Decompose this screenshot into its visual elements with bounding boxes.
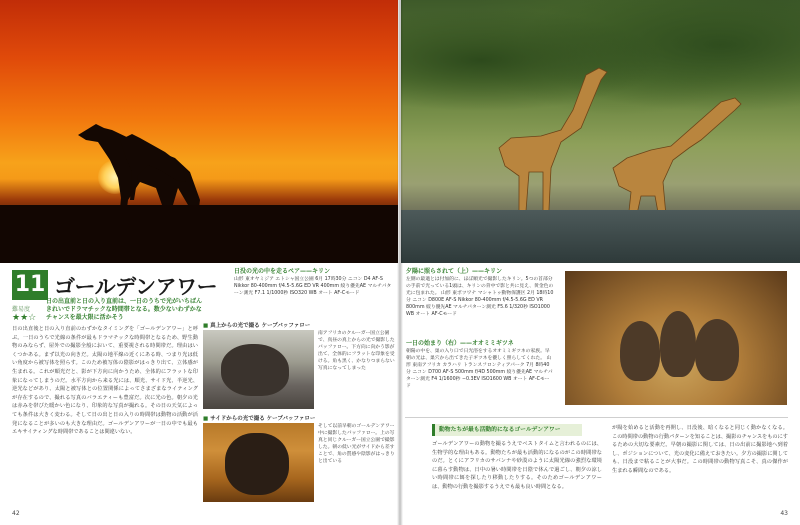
side-light-caption: そして以前早朝のゴールデンアワー中に撮影したバッファロー。上の写真と同じクルーガー国立公園で撮影した。朝の低い光がサイドから差すことで、角の質感や陰影がはっきりと出ている [318, 424, 395, 464]
caption-foxes-text: 朝陽の中を、巣の入り口で日光浴をするオオミミギツネの家族。早朝の光は、巣穴から出てきた子ギツネを優しく照らしてくれた。 山形 東南アフリカ カラハリ トランスフロンティアパーク 7月 8時40分 ニコン D700 AF-S 500mm f/4D 500mm 絞り優先AE マルチパターン測光 F4 1/1600秒 −0.3EV ISO1600 WB オート AF-Cモード [406, 349, 553, 389]
bat-eared-foxes-photo [565, 271, 787, 405]
section-divider [405, 417, 788, 418]
body-text-right-col2: が陽を始めると活動を再開し、日没後、暗くなると同じく動かなくなる。この時間帯の動物の行動パターンを知ることは、撮影のチャンスをものにするための大切な要素だ。早朝の撮影に関しては、日の出前に撮影地へ到着し、ポジションについて、光の変化に備えておきたい。夕方の撮影に関しても、日没まで粘ることが大事だ。この時間帯の動物写真こそ、真の傑作が生まれる瞬間なのである。 [612, 425, 788, 474]
sunset-giraffe-photo [0, 0, 398, 263]
rating-label: 難易度 [12, 306, 31, 313]
walking-giraffes-photo [401, 0, 800, 263]
rating-stars: ★★☆ [12, 313, 37, 323]
caption-giraffes-heading: 夕陽に照らされて（上）——キリン [406, 268, 503, 275]
top-photo-caption [234, 268, 394, 297]
fox-figure [660, 311, 696, 377]
top-caption-heading: 日没の光の中を走るペア——キリン [234, 268, 331, 275]
section-banner: 動物たちが最も活動的になるゴールデンアワー [432, 424, 582, 436]
buffalo-sidelight-photo [203, 423, 314, 502]
section-subject: ケープバッファロー [266, 416, 316, 422]
section-heading-overhead [203, 321, 310, 329]
spine-gutter [397, 0, 403, 525]
buffalo-overhead-photo [203, 330, 314, 409]
caption-giraffes [406, 268, 554, 318]
caption-giraffes-text: 左側の最適とは付加的に、ほぼ順光で撮影したキリン。5つの首部分の手前で光っている1頭は、キリンの背中で影と共に見え、黄金色の光に包まれた。 山形 東ボツワナ マシャトゥ動物保護区 2月 18時10分 ニコン D800E AF-S Nikkor 80-400mm f/4.5-5.6G ED VR 800mm 絞り優先AE マルチパターン測光 F5.6 1/320秒 ISO1000 WB オート AF-Cモード [406, 277, 554, 317]
body-text-right-col1: ゴールデンアワーの動物を撮るうえでベストタイムと言われるのには、生物学的な理由もある。動物たちが最も活動的になるのがこの時間帯なのだ。とくにアフリカのサバンナや砂漠のように太陽光線の強烈な環境に暮らす動物は、日中の暑い時間帯を日陰で休んで過ごし、朝夕の涼しい時間帯に餌を探したり移動したりする。そのためゴールデンアワーは、動物の行動を撮影するうえでも最も良い時間となる。 [432, 441, 602, 490]
section-heading-side [203, 414, 315, 422]
body-text-left: 日の出直後と日の入り直前のわずかなタイミングを「ゴールデンアワー」と呼ぶ。一日のうちで光線の条件が最もドラマチックな時間帯となるため、野生動物のみならず、屋外での撮影全般において、重要視される時間帯だ。理由はいくつかある。まず以光の向きだ。太陽の地平線の近くにある時、つまり光は低い角度から被写体を照らす。このため被写体の陰影がはっきり出て、立体感が生まれる。これが順光だと、影が下方向に向かうため、全体的にフラットな印象になってしまうのだ。水平方向から来る光には、順光、サイド光、半逆光、逆光などがあり、太陽と被写体との位置関係によってさまざまなライティングが存在するので、撮れる写真のバラエティーも豊富だ。次に光の色。朝夕の光は赤みを帯びた暖かい色になり、印象的な写真が撮れる。その日の天気によっても条件は大きく変わる。そして日の出と日の入りの時間帯は動物の活動が活発になることが多いのも大きな理由だ。ゴールデンアワーが一日の中でも最もエキサイティングな時間帯であることは間違いない。 [12, 326, 198, 436]
overhead-light-caption: 南アフリカのクルーガー国立公園で、真昼の真上からの光で撮影したバッファロー。下方向に向かう影が出て、全体的にフラットな印象を受ける。角も黒く、かなりつまらない写真になってしまった [318, 331, 395, 371]
buffalo-figure [221, 344, 289, 396]
fox-figure [695, 319, 739, 381]
caption-foxes-heading: 一日の始まり（右）——オオミミギツネ [406, 340, 514, 347]
chapter-number: 11 [12, 270, 48, 300]
caption-foxes [406, 340, 554, 390]
difficulty-rating [12, 306, 36, 323]
waterhole [401, 210, 800, 263]
section-subject: ケープバッファロー [261, 323, 311, 329]
lead-paragraph: 日の出直前と日の入り直前は、一日のうちで光がいちばんきれいでドラマチックな時間帯となる。数少ないわずかなチャンスを最大限に活かそう [46, 298, 202, 321]
buffalo-figure [225, 433, 289, 495]
fox-figure [620, 321, 660, 381]
chapter-title: ゴールデンアワー [54, 275, 218, 299]
section-marker: ■ [203, 416, 209, 422]
section-marker: ■ [203, 323, 209, 329]
page-number-left: 42 [12, 510, 20, 517]
top-caption-text: 山形 東オヤミジア エトシャ国立公園 6月 17時30分 ニコン D4 AF-S Nikkor 80-400mm f/4.5-5.6G ED VR 400mm 絞り優先AE マルチパターン測光 F7.1 1/1000秒 ISO320 WB オート AF-Cモード [234, 277, 392, 296]
page-number-right: 43 [780, 510, 788, 517]
savanna-ground [0, 205, 398, 263]
section-title: サイドからの光で撮る [210, 416, 265, 422]
section-title: 真上からの光で撮る [210, 323, 260, 329]
